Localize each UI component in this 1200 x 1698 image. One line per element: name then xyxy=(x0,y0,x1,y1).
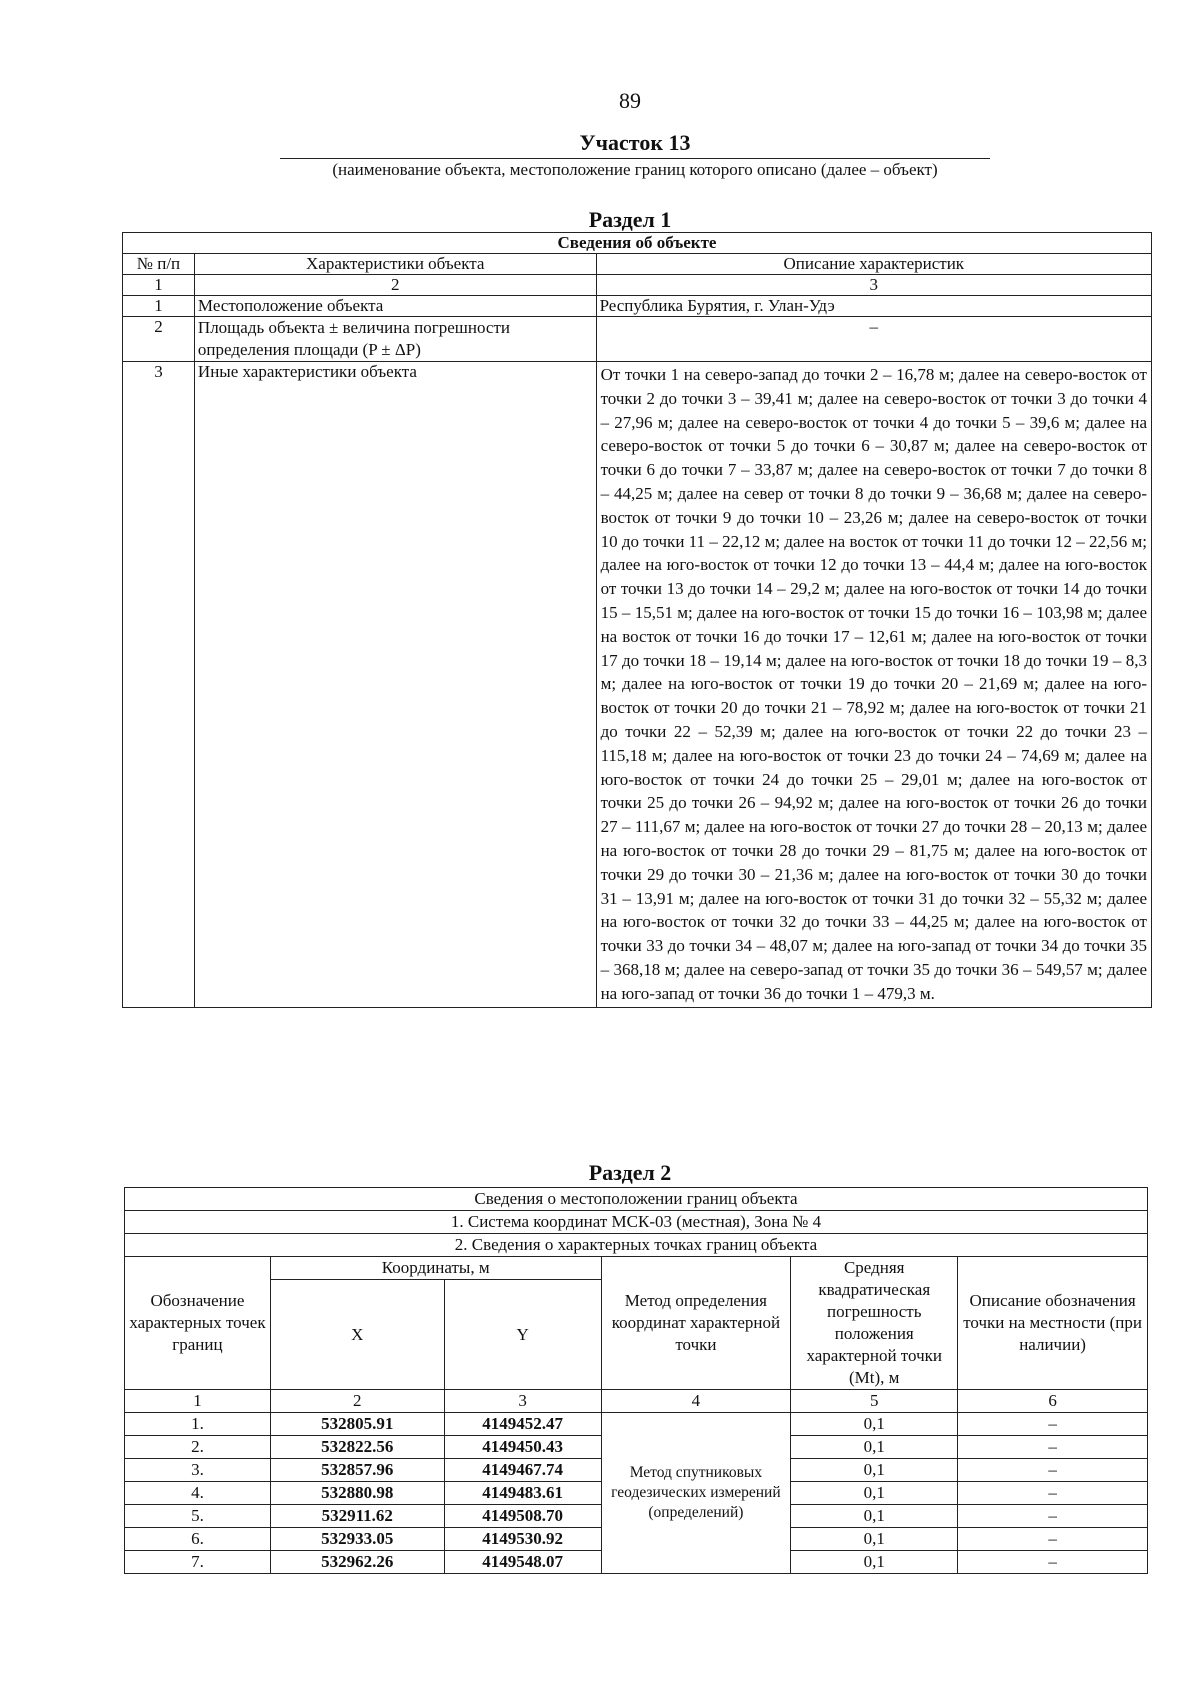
table-row xyxy=(123,296,1152,317)
header-designation: Обозначение характерных точек границ xyxy=(125,1257,271,1390)
point-x: 532962.26 xyxy=(270,1551,444,1574)
point-mt: 0,1 xyxy=(791,1551,958,1574)
col-number: 4 xyxy=(601,1390,791,1413)
header-method: Метод определения координат характерной точки xyxy=(601,1257,791,1390)
point-desc: – xyxy=(958,1436,1148,1459)
point-desc: – xyxy=(958,1528,1148,1551)
point-x: 532911.62 xyxy=(270,1505,444,1528)
col-number: 6 xyxy=(958,1390,1148,1413)
point-id: 5. xyxy=(125,1505,271,1528)
row-value: – xyxy=(596,317,1151,362)
point-x: 532857.96 xyxy=(270,1459,444,1482)
object-info-table xyxy=(122,232,1152,1008)
point-desc: – xyxy=(958,1505,1148,1528)
point-id: 3. xyxy=(125,1459,271,1482)
point-y: 4149452.47 xyxy=(444,1413,601,1436)
row-value: От точки 1 на северо-запад до точки 2 – 16,78 м; далее на северо-восток от точки 2 до точки 3 – 39,41 м; далее на северо-восток от точки 3 до точки 4 – 27,96 м; далее на северо-восток от точки 4 до точки 5 – 39,6 м; далее на северо-восток от точки 5 до точки 6 – 30,87 м; далее на северо-восток от точки 6 до точки 7 – 33,87 м; далее на северо-восток от точки 7 до точки 8 – 44,25 м; далее на север от точки 8 до точки 9 – 36,68 м; далее на северо-восток от точки 9 до точки 10 – 23,26 м; далее на северо-восток от точки 10 до точки 11 – 22,12 м; далее на восток от точки 11 до точки 12 – 22,56 м; далее на юго-восток от точки 12 до точки 13 – 44,4 м; далее на юго-восток от точки 13 до точки 14 – 29,2 м; далее на юго-восток от точки 14 до точки 15 – 15,51 м; далее на юго-восток от точки 15 до точки 16 – 103,98 м; далее на восток от точки 16 до точки 17 – 12,61 м; далее на юго-восток от точки 17 до точки 18 – 19,14 м; далее на юго-восток от точки 18 до точки 19 – 8,3 м; далее на юго-восток от точки 19 до точки 20 – 21,69 м; далее на юго-восток от точки 20 до точки 21 – 78,92 м; далее на юго-восток от точки 21 до точки 22 – 52,39 м; далее на юго-восток от точки 22 до точки 23 – 115,18 м; далее на юго-восток от точки 23 до точки 24 – 74,69 м; далее на юго-восток от точки 24 до точки 25 – 29,01 м; далее на юго-восток от точки 25 до точки 26 – 94,92 м; далее на юго-восток от точки 26 до точки 27 – 111,67 м; далее на юго-восток от точки 27 до точки 28 – 20,13 м; далее на юго-восток от точки 28 до точки 29 – 81,75 м; далее на юго-восток от точки 29 до точки 30 – 21,36 м; далее на юго-восток от точки 30 до точки 31 – 13,91 м; далее на юго-восток от точки 31 до точки 32 – 55,32 м; далее на юго-восток от точки 32 до точки 33 – 44,25 м; далее на юго-восток от точки 33 до точки 34 – 48,07 м; далее на юго-запад от точки 34 до точки 35 – 368,18 м; далее на северо-запад от точки 35 до точки 36 – 549,57 м; далее на юго-запад от точки 36 до точки 1 – 479,3 м. xyxy=(596,362,1151,1008)
col-number: 2 xyxy=(270,1390,444,1413)
row-name: Иные характеристики объекта xyxy=(194,362,596,1008)
header-accuracy: Средняя квадратическая погрешность положения характерной точки (Mt), м xyxy=(791,1257,958,1390)
point-y: 4149508.70 xyxy=(444,1505,601,1528)
header-description: Описание характеристик xyxy=(596,254,1151,275)
table-row xyxy=(125,1413,1148,1436)
col-number: 2 xyxy=(194,275,596,296)
row-num: 3 xyxy=(123,362,195,1008)
point-mt: 0,1 xyxy=(791,1482,958,1505)
table-row xyxy=(123,362,1152,1008)
row-name: Площадь объекта ± величина погрешности определения площади (P ± ΔP) xyxy=(194,317,596,362)
coord-system: 1. Система координат МСК-03 (местная), Зона № 4 xyxy=(125,1211,1148,1234)
point-y: 4149530.92 xyxy=(444,1528,601,1551)
row-name: Местоположение объекта xyxy=(194,296,596,317)
row-value: Республика Бурятия, г. Улан-Удэ xyxy=(596,296,1151,317)
row-num: 2 xyxy=(123,317,195,362)
header-num: № п/п xyxy=(123,254,195,275)
point-y: 4149467.74 xyxy=(444,1459,601,1482)
method-value: Метод спутниковых геодезических измерений (определений) xyxy=(601,1413,791,1574)
header-x: X xyxy=(270,1280,444,1390)
point-desc: – xyxy=(958,1482,1148,1505)
point-mt: 0,1 xyxy=(791,1459,958,1482)
point-y: 4149450.43 xyxy=(444,1436,601,1459)
point-mt: 0,1 xyxy=(791,1436,958,1459)
header-description: Описание обозначения точки на местности (при наличии) xyxy=(958,1257,1148,1390)
point-id: 7. xyxy=(125,1551,271,1574)
header-characteristic: Характеристики объекта xyxy=(194,254,596,275)
point-mt: 0,1 xyxy=(791,1505,958,1528)
point-x: 532933.05 xyxy=(270,1528,444,1551)
point-desc: – xyxy=(958,1551,1148,1574)
point-id: 1. xyxy=(125,1413,271,1436)
point-mt: 0,1 xyxy=(791,1528,958,1551)
point-y: 4149483.61 xyxy=(444,1482,601,1505)
col-number: 3 xyxy=(596,275,1151,296)
col-number: 5 xyxy=(791,1390,958,1413)
col-number: 1 xyxy=(123,275,195,296)
points-caption: 2. Сведения о характерных точках границ объекта xyxy=(125,1234,1148,1257)
object-title: Участок 13 xyxy=(280,130,990,159)
point-x: 532805.91 xyxy=(270,1413,444,1436)
boundary-points-table xyxy=(124,1187,1148,1574)
section2-caption: Сведения о местоположении границ объекта xyxy=(125,1188,1148,1211)
point-id: 2. xyxy=(125,1436,271,1459)
object-subtitle: (наименование объекта, местоположение границ которого описано (далее – объект) xyxy=(332,160,938,179)
point-y: 4149548.07 xyxy=(444,1551,601,1574)
section1-title: Раздел 1 xyxy=(588,207,672,232)
page-number: 89 xyxy=(619,88,641,113)
point-x: 532822.56 xyxy=(270,1436,444,1459)
header-y: Y xyxy=(444,1280,601,1390)
table-caption: Сведения об объекте xyxy=(123,233,1152,254)
section2-title: Раздел 2 xyxy=(588,1160,672,1185)
col-number: 1 xyxy=(125,1390,271,1413)
row-num: 1 xyxy=(123,296,195,317)
point-x: 532880.98 xyxy=(270,1482,444,1505)
point-id: 6. xyxy=(125,1528,271,1551)
header-coords: Координаты, м xyxy=(270,1257,601,1280)
table-row xyxy=(123,317,1152,362)
col-number: 3 xyxy=(444,1390,601,1413)
point-id: 4. xyxy=(125,1482,271,1505)
point-desc: – xyxy=(958,1413,1148,1436)
point-mt: 0,1 xyxy=(791,1413,958,1436)
point-desc: – xyxy=(958,1459,1148,1482)
